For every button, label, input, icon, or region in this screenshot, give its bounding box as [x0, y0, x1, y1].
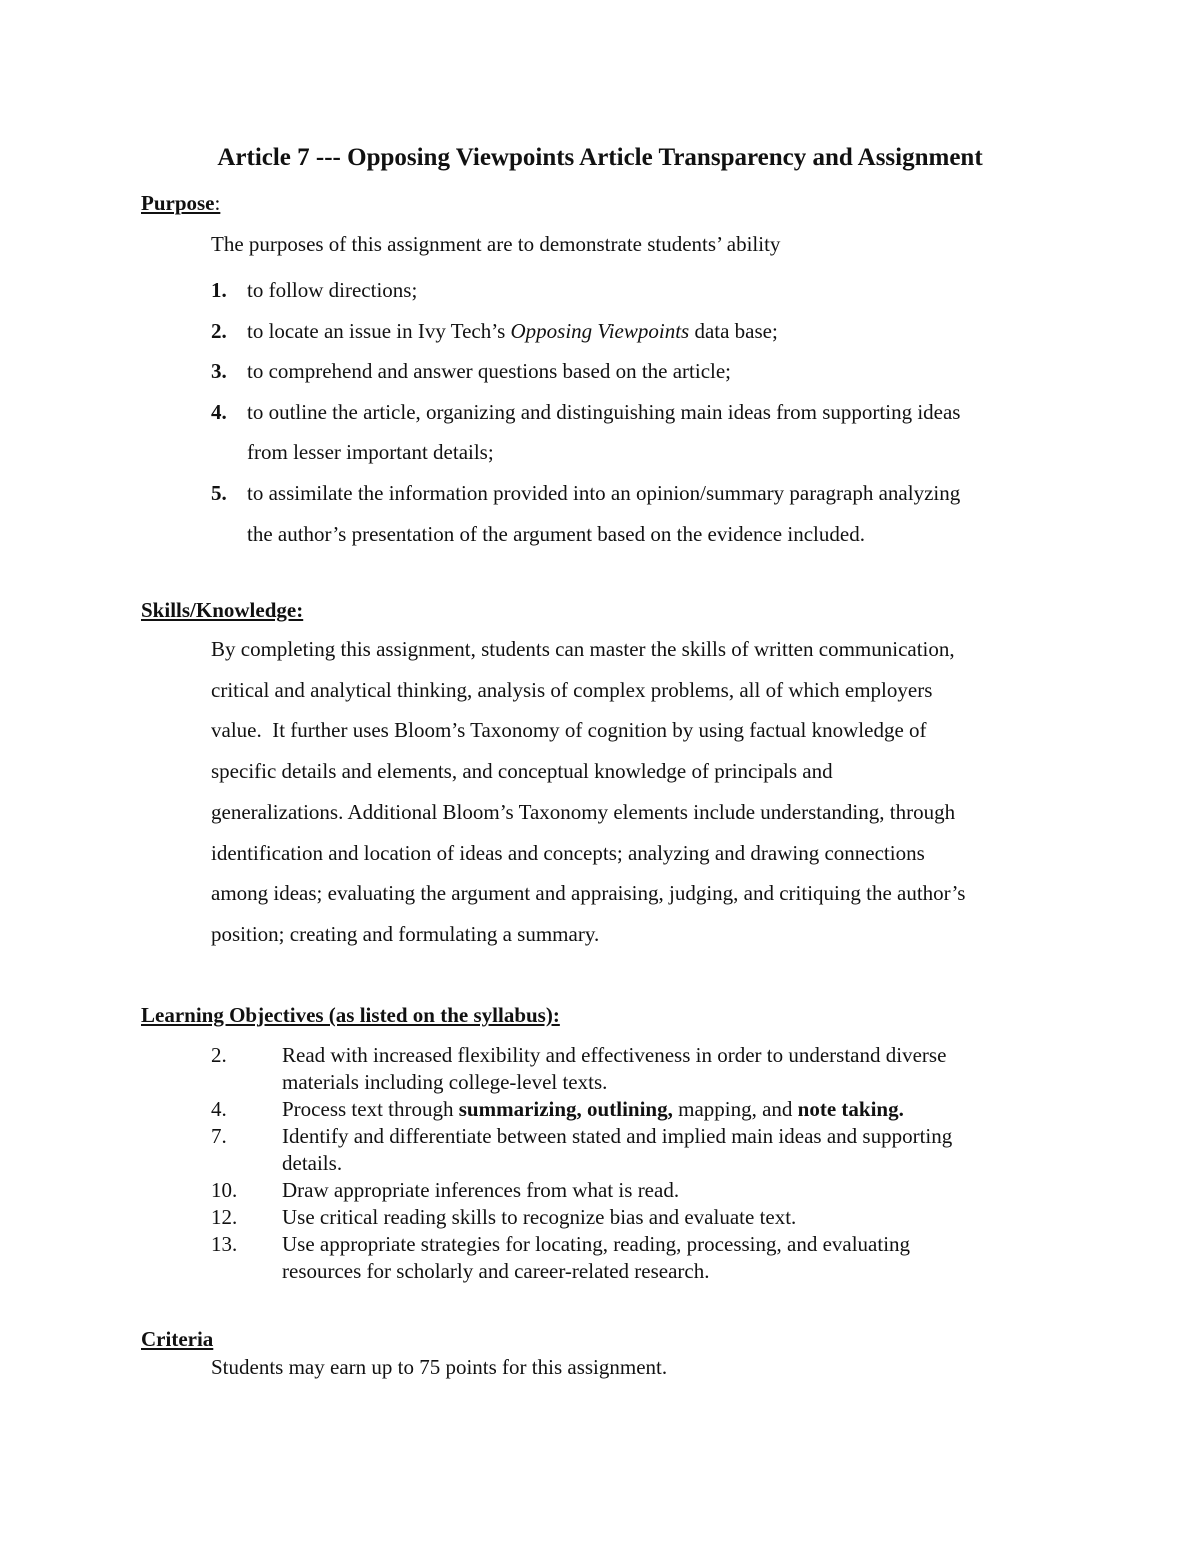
objective-number: 10. — [211, 1178, 238, 1202]
purpose-item-text — [247, 319, 778, 343]
purpose-item-number: 5. — [211, 480, 227, 505]
database-name: Opposing Viewpoints — [510, 318, 690, 343]
criteria-heading: Criteria — [141, 1327, 214, 1351]
purpose-heading — [141, 190, 220, 216]
objective-item — [211, 1096, 1071, 1123]
objective-number: 13. — [211, 1232, 238, 1256]
purpose-item-line: to outline the article, organizing and distinguishing main ideas from supporting ideas — [247, 399, 961, 424]
skills-paragraph — [211, 629, 1071, 955]
objective-text — [282, 1097, 904, 1121]
purpose-item-line: the author’s presentation of the argument based on the evidence included. — [247, 521, 865, 546]
objective-item — [211, 1177, 1071, 1204]
skills-line: position; creating and formulating a summary. — [211, 921, 600, 946]
skills-line: among ideas; evaluating the argument and appraising, judging, and critiquing the author’s — [211, 881, 966, 906]
objectives-heading: Learning Objectives (as listed on the syllabus): — [141, 1003, 560, 1027]
objective-number: 7. — [211, 1124, 227, 1148]
objective-line: Use appropriate strategies for locating, reading, processing, and evaluating — [282, 1232, 911, 1256]
objective-number: 4. — [211, 1097, 227, 1121]
objective-line: resources for scholarly and career-related research. — [282, 1259, 710, 1283]
skills-line: value. It further uses Bloom’s Taxonomy of cognition by using factual knowledge of — [211, 718, 927, 743]
skills-line: specific details and elements, and conceptual knowledge of principals and — [211, 759, 833, 784]
purpose-item — [211, 473, 1091, 554]
document-title: Article 7 --- Opposing Viewpoints Article Transparency and Assignment — [217, 144, 983, 171]
objective-text: Use critical reading skills to recognize bias and evaluate text. — [282, 1205, 797, 1229]
objective-line: materials including college-level texts. — [282, 1070, 608, 1094]
skills-line: identification and location of ideas and concepts; analyzing and drawing connections — [211, 840, 925, 865]
purpose-item — [211, 392, 1091, 473]
purpose-list — [211, 270, 1091, 554]
purpose-item-line: to assimilate the information provided into an opinion/summary paragraph analyzing — [247, 480, 961, 505]
objective-text-part: Process text through — [282, 1097, 459, 1121]
objective-text: Draw appropriate inferences from what is read. — [282, 1178, 680, 1202]
purpose-item-text: to comprehend and answer questions based on the article; — [247, 359, 732, 384]
purpose-item — [211, 311, 1091, 352]
objective-item — [211, 1231, 1071, 1285]
purpose-heading-colon: : — [214, 191, 221, 215]
purpose-item — [211, 270, 1091, 311]
objective-bold-part: summarizing, outlining, — [458, 1097, 673, 1121]
criteria-text: Students may earn up to 75 points for this assignment. — [211, 1355, 668, 1379]
objective-number: 2. — [211, 1043, 227, 1067]
purpose-item-line: from lesser important details; — [247, 440, 494, 465]
purpose-intro: The purposes of this assignment are to demonstrate students’ ability — [211, 232, 781, 256]
objective-item — [211, 1042, 1071, 1096]
objective-item — [211, 1204, 1071, 1231]
purpose-item-number: 2. — [211, 318, 227, 343]
objective-number: 12. — [211, 1205, 238, 1229]
purpose-item-number: 3. — [211, 359, 227, 384]
objective-line: Identify and differentiate between stated and implied main ideas and supporting — [282, 1124, 953, 1148]
skills-line: By completing this assignment, students can master the skills of written communication, — [211, 637, 955, 661]
skills-line: critical and analytical thinking, analysis of complex problems, all of which employers — [211, 677, 933, 702]
objective-item — [211, 1123, 1071, 1177]
purpose-item-number: 1. — [211, 278, 227, 302]
objective-text-part: mapping, and — [672, 1097, 798, 1121]
objectives-list — [211, 1042, 1071, 1285]
objective-bold-part: note taking. — [797, 1097, 904, 1121]
purpose-item-text: to follow directions; — [247, 278, 418, 302]
purpose-item-text-post: data base; — [689, 318, 778, 343]
skills-heading: Skills/Knowledge: — [141, 598, 304, 622]
skills-line: generalizations. Additional Bloom’s Taxonomy elements include understanding, through — [211, 799, 956, 824]
objective-line: Read with increased flexibility and effectiveness in order to understand diverse — [282, 1043, 947, 1067]
purpose-item-number: 4. — [211, 399, 227, 424]
purpose-heading-label: Purpose — [141, 191, 215, 215]
objective-line: details. — [282, 1151, 343, 1175]
purpose-item — [211, 351, 1091, 392]
purpose-item-text-pre: to locate an issue in Ivy Tech’s — [247, 318, 511, 343]
